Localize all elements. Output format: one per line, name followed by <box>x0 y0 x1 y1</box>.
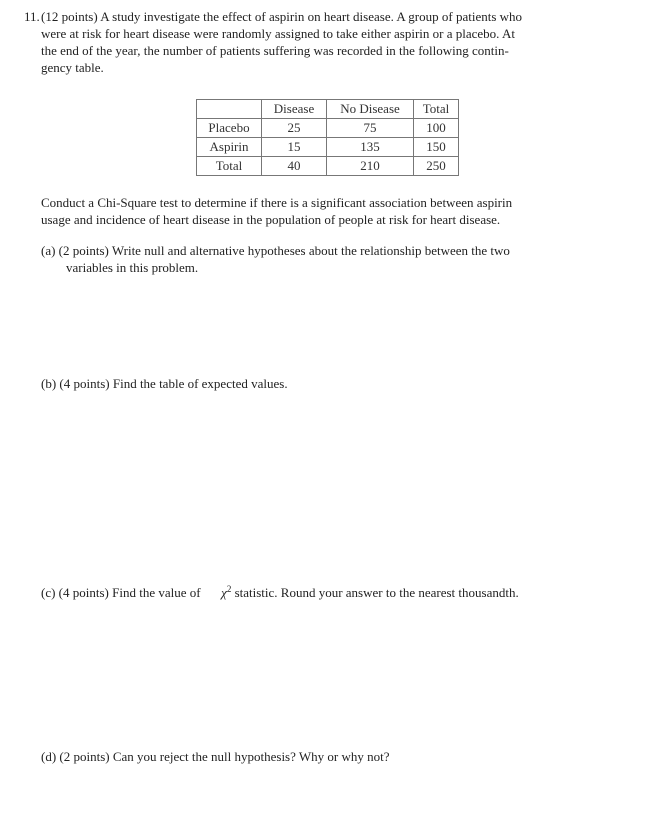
part-d <box>41 748 581 765</box>
part-d-text: (d) (2 points) Can you reject the null hypothesis? Why or why not? <box>41 749 390 764</box>
part-b-text: (b) (4 points) Find the table of expected values. <box>41 376 288 391</box>
instructions-line: Conduct a Chi-Square test to determine if there is a significant association between aspirin <box>41 195 513 210</box>
table-cell: 75 <box>327 119 414 138</box>
table-corner-cell <box>197 100 262 119</box>
part-b <box>41 375 581 392</box>
table-row <box>197 138 459 157</box>
table-row <box>197 119 459 138</box>
table-row <box>197 157 459 176</box>
problem-line: the end of the year, the number of patients suffering was recorded in the following contin- <box>41 43 509 58</box>
problem-line: gency table. <box>41 60 104 75</box>
table-cell: 135 <box>327 138 414 157</box>
problem-number: 11. <box>24 9 40 24</box>
part-a-line: (a) (2 points) Write null and alternative hypotheses about the relationship between the two <box>41 243 510 258</box>
instructions <box>41 194 581 228</box>
table-header-row <box>197 100 459 119</box>
table-header-cell: Disease <box>262 100 327 119</box>
table-cell: 150 <box>414 138 459 157</box>
table-header-cell: Total <box>414 100 459 119</box>
chi-exponent: 2 <box>226 584 232 594</box>
table-cell: 40 <box>262 157 327 176</box>
part-c-prefix: (c) (4 points) Find the value of <box>41 585 201 600</box>
table-header-cell: No Disease <box>327 100 414 119</box>
table-cell: 15 <box>262 138 327 157</box>
problem-line: were at risk for heart disease were randomly assigned to take either aspirin or a placebo. At <box>41 26 515 41</box>
instructions-line: usage and incidence of heart disease in the population of people at risk for heart disease. <box>41 212 501 227</box>
problem-line: (12 points) A study investigate the effect of aspirin on heart disease. A group of patients who <box>41 9 523 24</box>
part-c <box>41 584 641 601</box>
problem-text <box>41 8 564 76</box>
table-cell: 100 <box>414 119 459 138</box>
chi-symbol: χ <box>221 585 227 600</box>
table-cell: 210 <box>327 157 414 176</box>
table-cell: 250 <box>414 157 459 176</box>
problem-statement <box>24 8 564 76</box>
table-cell: 25 <box>262 119 327 138</box>
part-c-suffix: statistic. Round your answer to the nearest thousandth. <box>234 585 519 600</box>
part-a-line: variables in this problem. <box>66 260 199 275</box>
table-row-label: Placebo <box>197 119 262 138</box>
contingency-table <box>196 99 459 176</box>
part-a <box>41 242 581 276</box>
table-row-label: Aspirin <box>197 138 262 157</box>
table-row-label: Total <box>197 157 262 176</box>
